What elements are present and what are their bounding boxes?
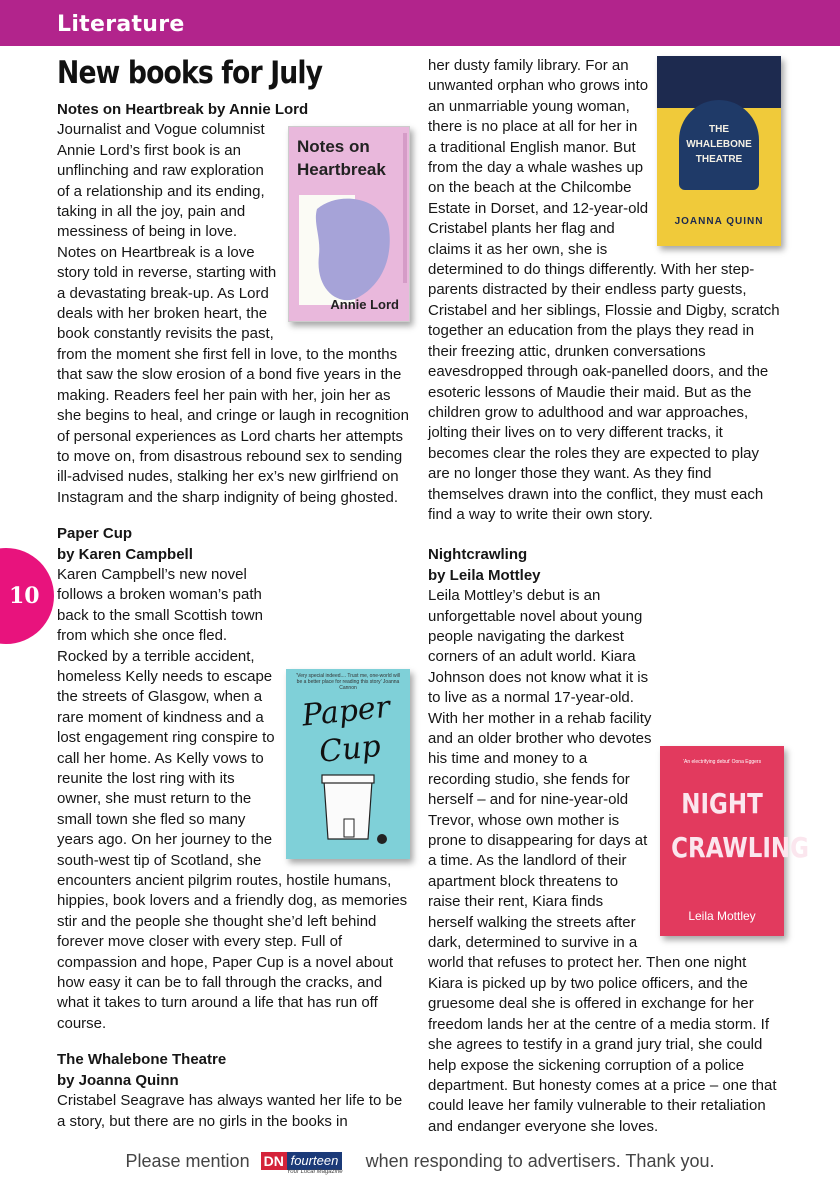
dog-shape bbox=[377, 834, 387, 844]
book-title-nightcrawling: Nightcrawling bbox=[428, 546, 528, 564]
book-author-nightcrawling: by Leila Mottley bbox=[428, 566, 541, 584]
book-blurb-heartbreak: Journalist and Vogue columnist Annie Lord’s first book is an unflinching and raw exploration of a relationship and its ending, taking in all the joy, pain and messiness of being in love. Notes on Heartbreak is a love story told in reverse, starting with a devastating break-up. As Lord deals with her broken heart, the book constantly revisits the past, from the moment she first fell in love, to the months that saw the slow erosion of a bond five years in the making. Readers feel her pain with her, join her as she begins to heal, and cringe or laugh in recognition of personal experiences as Lord charts her attempts to move on, from disastrous rebound sex to sending ill-advised nudes, stalking her ex’s new girlfriend on Instagram and the sharp indignity of being ghosted. bbox=[57, 121, 409, 506]
cover-title: Notes on Heartbreak bbox=[297, 137, 386, 180]
logo-dn: DN bbox=[261, 1152, 287, 1170]
cover-nightcrawling bbox=[660, 746, 809, 936]
book-blurb-nightcrawling: Leila Mottley’s debut is an unforgettable novel about young people navigating the darkest corners of an adult world. Kiara Johnson does not know what it is to live as a normal 17-year-old. With her mother in a rehab facility and an older brother who devotes his time and money to a recording studio, she fends for herself – and for nine-year-old Trevor, whose own mother is prone to disappearing for days at a time. As the landlord of their apartment block threatens to raise their rent, Kiara finds herself walking the streets after dark, determined to survive in a world that refuses to protect her. Then one night Kiara is picked up by two police officers, and the gruesome deal she is offered in exchange for her freedom lands her at the centre of a media storm. If she agrees to testify in a grand jury trial, she could help expose the sickening corruption of a police department. But honesty comes at a price – one that could leave her family vulnerable to their retaliation and endanger everyone she loves. bbox=[428, 587, 777, 1135]
book-title-heartbreak: Notes on Heartbreak by Annie Lord bbox=[57, 101, 309, 118]
book-author-whalebone: by Joanna Quinn bbox=[57, 1071, 179, 1089]
cover-quote: ‘An electrifying debut’ Oona Eggers bbox=[682, 759, 762, 766]
cup-door bbox=[344, 819, 354, 837]
right-column bbox=[428, 56, 809, 1137]
cover-title: NIGHT CRAWLING bbox=[671, 787, 809, 865]
cover-title: THE WHALEBONE THEATRE bbox=[679, 100, 759, 190]
book-blurb-paper-cup: Karen Campbell’s new novel follows a broken woman’s path back to the small Scottish town from which she once fled. Rocked by a terrible accident, homeless Kelly needs to escape the streets of Glasgow, when a rare moment of kindness and a lost engagement ring conspire to call her home. As Kelly vows to reunite the lost ring with its owner, she must return to the small town she fled so many years ago. On her journey to the south-west tip of Scotland, she encounters ancient pilgrim routes, hostile humans, hippies, book lovers and a friendly dog, as memories stir and the people she thought she’d left behind forever move closer with every step. Full of compassion and hope, Paper Cup is a novel about how easy it can be to fall through the cracks, and what it takes to turn around a life that has run off course. bbox=[57, 565, 408, 1032]
cover-author: JOANNA QUINN bbox=[674, 215, 764, 227]
cover-author: Annie Lord bbox=[330, 297, 399, 312]
page-number: 10 bbox=[9, 583, 40, 609]
book-blurb-whalebone-continued: her dusty family library. For an unwanted orphan who grows into an unmarriable young woman, there is no place at all for her in a traditional English manor. But from the day a whale washes up on the beach at the Chilcombe Estate in Dorset, and 12-year-old Cristabel plants her flag and claims it as her own, she is determined to do things differently. With her step-parents distracted by their endless party guests, Cristabel and her siblings, Flossie and Digby, scratch together an education from the plays they read in their freezing attic, drunken conversations eavesdropped through oak-panelled doors, and the esoteric lessons of Maudie their maid. But as the children grow to adulthood and war approaches, jolting their lives on to very different tracks, it becomes clear the roles they are expected to play are no longer those they want. As they find themselves drawn into the conflict, they must each find a way to write their own story. bbox=[428, 57, 780, 523]
book-blurb-whalebone-start: Cristabel Seagrave has always wanted her life to be a story, but there are no girls in the books in bbox=[57, 1092, 403, 1130]
footer-advertiser-note bbox=[0, 1150, 840, 1174]
footer-text-before: Please mention bbox=[125, 1150, 250, 1171]
page-headline: New books for July bbox=[57, 55, 323, 91]
footer-text-after: when responding to advertisers. Thank you. bbox=[365, 1150, 715, 1171]
left-column bbox=[57, 100, 413, 1132]
logo-tagline: Your Local Magazine bbox=[286, 1169, 343, 1175]
cover-title: Paper Cup bbox=[300, 689, 392, 770]
section-label: Literature bbox=[57, 12, 185, 37]
cover-quote: ‘Very special indeed.... Trust me, one-world will be a better place for reading this story’ Joanna Cannon bbox=[296, 672, 400, 691]
cover-notes-on-heartbreak bbox=[288, 126, 410, 322]
cover-paper-cup bbox=[286, 669, 410, 859]
book-author-paper-cup: by Karen Campbell bbox=[57, 545, 193, 563]
book-title-whalebone: The Whalebone Theatre bbox=[57, 1051, 227, 1069]
dn-fourteen-logo bbox=[261, 1152, 355, 1176]
cover-author: Leila Mottley bbox=[688, 908, 756, 923]
logo-fourteen: fourteen bbox=[287, 1152, 343, 1170]
cup-lid bbox=[322, 775, 374, 783]
cover-whalebone-theatre bbox=[657, 56, 781, 246]
cover-cup-art bbox=[286, 669, 410, 859]
book-title-paper-cup: Paper Cup bbox=[57, 525, 133, 543]
cover-blob-shape bbox=[316, 199, 390, 301]
